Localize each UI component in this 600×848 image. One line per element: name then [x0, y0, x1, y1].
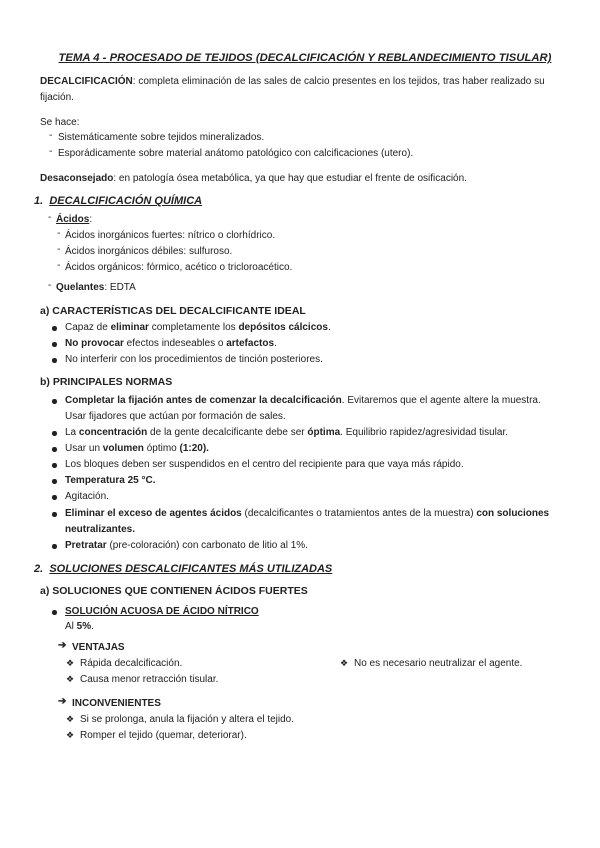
ventaja-item-1: Rápida decalcificación. [80, 658, 183, 669]
arrow-icon: ➔ [58, 696, 67, 707]
section-1-title: DECALCIFICACIÓN QUÍMICA [49, 195, 203, 207]
bullet-icon [52, 358, 57, 363]
desaconsejado-term: Desaconsejado [40, 173, 114, 184]
quelantes-text: : EDTA [104, 282, 136, 293]
ventaja-item-3: No es necesario neutralizar el agente. [354, 658, 523, 669]
bullet-icon [52, 326, 57, 331]
inconveniente-item-1: Si se prolonga, anula la fijación y altera el tejido. [80, 714, 295, 725]
diamond-icon: ❖ [66, 714, 75, 724]
page-title: TEMA 4 - PROCESADO DE TEJIDOS (DECALCIFICACIÓN Y REBLANDECIMIENTO TISULAR) [58, 52, 552, 64]
dash-glyph: - [48, 280, 52, 291]
acidos-colon: : [89, 214, 93, 225]
ideal-item-2: No provocar efectos indeseables o artefactos. [65, 338, 277, 349]
quelantes-line [56, 280, 136, 295]
dash-glyph: - [48, 212, 52, 223]
norma-item-7-line2: neutralizantes. [65, 524, 136, 535]
sehace-item-2: Esporádicamente sobre material anátomo patológico con calcificaciones (utero). [58, 148, 414, 159]
dash-glyph: - [57, 260, 61, 271]
bullet-icon [52, 495, 57, 500]
acidos-item-2: Ácidos inorgánicos débiles: sulfuroso. [65, 246, 233, 257]
intro-paragraph [40, 74, 565, 106]
diamond-icon: ❖ [66, 658, 75, 668]
solucion-concentration: Al 5%. [65, 621, 94, 632]
bullet-icon [52, 463, 57, 468]
section-2-heading [34, 563, 332, 575]
sehace-label: Se hace: [40, 117, 80, 128]
intro-term: DECALCIFICACIÓN [40, 76, 133, 87]
sehace-item-1: Sistemáticamente sobre tejidos mineralizados. [58, 132, 265, 143]
intro-line1: : completa eliminación de las sales de calcio presentes en los tejidos, tras haber realizado su [132, 76, 545, 87]
inconvenientes-label: INCONVENIENTES [72, 698, 161, 709]
norma-item-7: Eliminar el exceso de agentes ácidos (decalcificantes o tratamientos antes de la muestra) con soluciones [65, 508, 550, 519]
dash-glyph: - [57, 244, 61, 255]
arrow-icon: ➔ [58, 640, 67, 651]
desaconsejado-text: : en patología ósea metabólica, ya que hay que estudiar el frente de osificación. [113, 173, 467, 184]
norma-item-3: Usar un volumen óptimo (1:20). [65, 443, 209, 454]
diamond-icon: ❖ [340, 658, 349, 668]
ventajas-label: VENTAJAS [72, 642, 125, 653]
bullet-icon [52, 544, 57, 549]
section-2-number: 2. [34, 563, 44, 575]
ideal-item-1: Capaz de eliminar completamente los depósitos cálcicos. [65, 322, 331, 333]
dash-glyph: - [57, 228, 61, 239]
ideal-item-3: No interferir con los procedimientos de tinción posteriores. [65, 354, 323, 365]
norma-item-8: Pretratar (pre-coloración) con carbonato de litio al 1%. [65, 540, 308, 551]
norma-item-5: Temperatura 25 °C. [65, 475, 156, 486]
bullet-icon [52, 431, 57, 436]
acidos-item-1: Ácidos inorgánicos fuertes: nítrico o clorhídrico. [65, 230, 276, 241]
section-2-title: SOLUCIONES DESCALCIFICANTES MÁS UTILIZADAS [49, 563, 333, 575]
inconveniente-item-2: Romper el tejido (quemar, deteriorar). [80, 730, 247, 741]
intro-line2: fijación. [40, 92, 74, 103]
section-1-number: 1. [34, 195, 44, 207]
ventaja-item-2: Causa menor retracción tisular. [80, 674, 219, 685]
bullet-icon [52, 512, 57, 517]
bullet-icon [52, 342, 57, 347]
bullet-icon [52, 610, 57, 615]
norma-item-6: Agitación. [65, 491, 109, 502]
bullet-icon [52, 399, 57, 404]
bullet-icon [52, 447, 57, 452]
acidos-item-3: Ácidos orgánicos: fórmico, acético o tricloroacético. [65, 262, 293, 273]
dash-glyph: - [49, 146, 53, 157]
dash-glyph: - [49, 130, 53, 141]
section-a-heading: a) CARACTERÍSTICAS DEL DECALCIFICANTE IDEAL [40, 305, 306, 317]
desaconsejado-paragraph [40, 171, 565, 187]
norma-item-1-line2: Usar fijadores que actúan por formación de sales. [65, 411, 286, 422]
acidos-label: Ácidos [56, 214, 90, 225]
norma-item-4: Los bloques deben ser suspendidos en el centro del recipiente para que vaya más rápido. [65, 459, 464, 470]
quelantes-label: Quelantes [56, 282, 105, 293]
diamond-icon: ❖ [66, 674, 75, 684]
section-b-heading: b) PRINCIPALES NORMAS [40, 376, 173, 388]
norma-item-1: Completar la fijación antes de comenzar la decalcificación. Evitaremos que el agente altere la muestra. [65, 395, 541, 406]
norma-item-2: La concentración de la gente decalcificante debe ser óptima. Equilibrio rapidez/agresividad tisular. [65, 427, 509, 438]
section-1-heading [34, 195, 202, 207]
acidos-heading [56, 212, 92, 227]
diamond-icon: ❖ [66, 730, 75, 740]
solucion-title: SOLUCIÓN ACUOSA DE ÁCIDO NÍTRICO [65, 606, 259, 617]
bullet-icon [52, 479, 57, 484]
section-2a-heading: a) SOLUCIONES QUE CONTIENEN ÁCIDOS FUERTES [40, 585, 308, 597]
